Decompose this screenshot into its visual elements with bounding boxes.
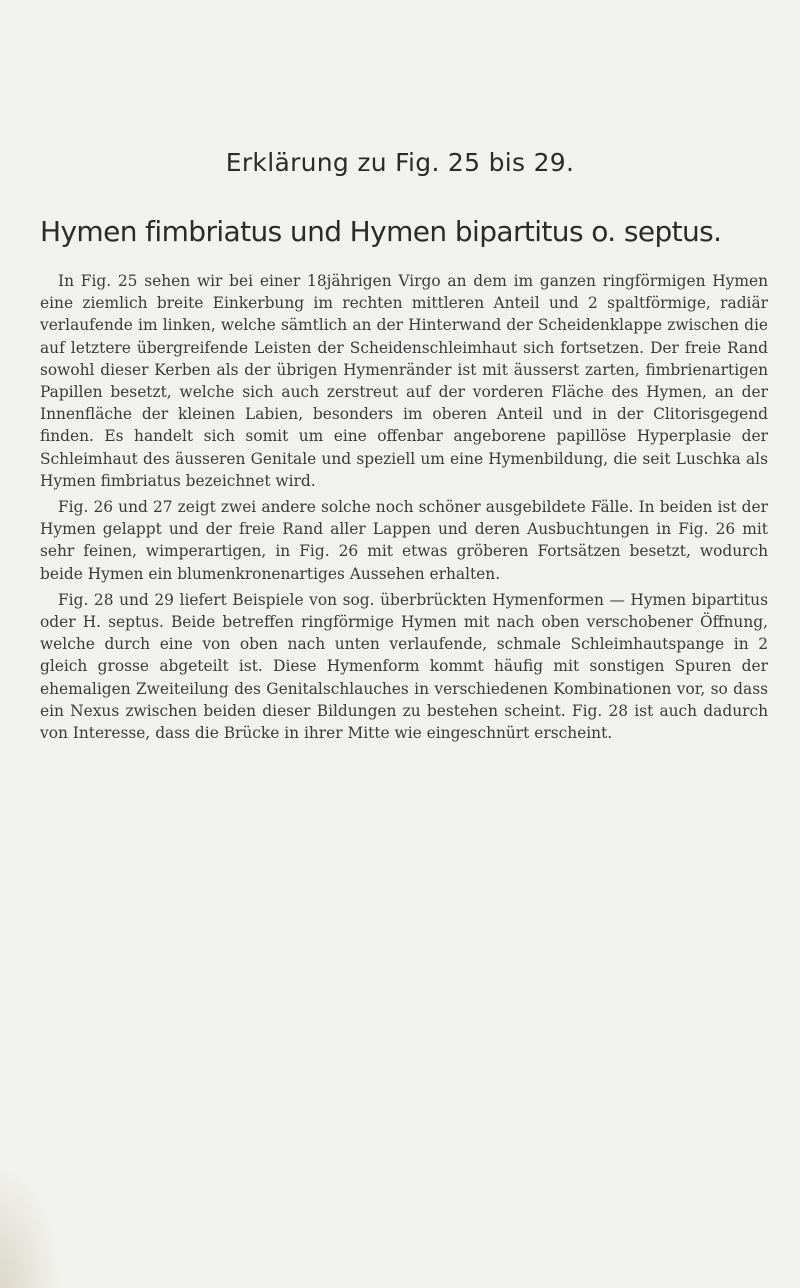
paragraph-fig-26-27: Fig. 26 und 27 zeigt zwei andere solche noch schöner ausgebildete Fälle. In beiden ist der Hymen gelappt und der freie Rand aller Lappen und deren Ausbuchtungen in Fig. 26 mit sehr feinen, wimperartigen, in Fig. 26 mit etwas gröberen Fortsätzen besetzt, wodurch beide Hymen ein blumenkronenartiges Aussehen erhalten. bbox=[40, 498, 768, 583]
section-title: Hymen fimbriatus und Hymen bipartitus o. septus. bbox=[40, 215, 722, 248]
page-stain bbox=[0, 1168, 60, 1288]
body-text bbox=[40, 270, 768, 748]
page-heading: Erklärung zu Fig. 25 bis 29. bbox=[225, 148, 575, 177]
paragraph-fig-25: In Fig. 25 sehen wir bei einer 18jährigen Virgo an dem im ganzen ringförmigen Hymen eine ziemlich breite Einkerbung im rechten mittleren Anteil und 2 spaltförmige, radiär verlaufende im linken, welche sämtlich an der Hinterwand der Scheidenklappe zwischen die auf letztere übergreifende Leisten der Scheidenschleimhaut sich fortsetzen. Der freie Rand sowohl dieser Kerben als der übrigen Hymenränder ist mit äusserst zarten, fimbrienartigen Papillen besetzt, welche sich auch zerstreut auf der vorderen Fläche des Hymen, an der Innenfläche der kleinen Labien, besonders im oberen Anteil und in der Clitorisgegend finden. Es handelt sich somit um eine offenbar angeborene papillöse Hyperplasie der Schleimhaut des äusseren Genitale und speziell um eine Hymenbildung, die seit Luschka als Hymen fimbriatus bezeichnet wird. bbox=[40, 272, 768, 490]
paragraph-fig-28-29: Fig. 28 und 29 liefert Beispiele von sog. überbrückten Hymenformen — Hymen bipartitus oder H. septus. Beide betreffen ringförmige Hymen mit nach oben verschobener Öffnung, welche durch eine von oben nach unten verlaufende, schmale Schleimhautspange in 2 gleich grosse abgeteilt ist. Diese Hymenform kommt häufig mit sonstigen Spuren der ehemaligen Zweiteilung des Genitalschlauches in verschiedenen Kombinationen vor, so dass ein Nexus zwischen beiden dieser Bildungen zu bestehen scheint. Fig. 28 ist auch dadurch von Interesse, dass die Brücke in ihrer Mitte wie eingeschnürt erscheint. bbox=[40, 590, 768, 743]
